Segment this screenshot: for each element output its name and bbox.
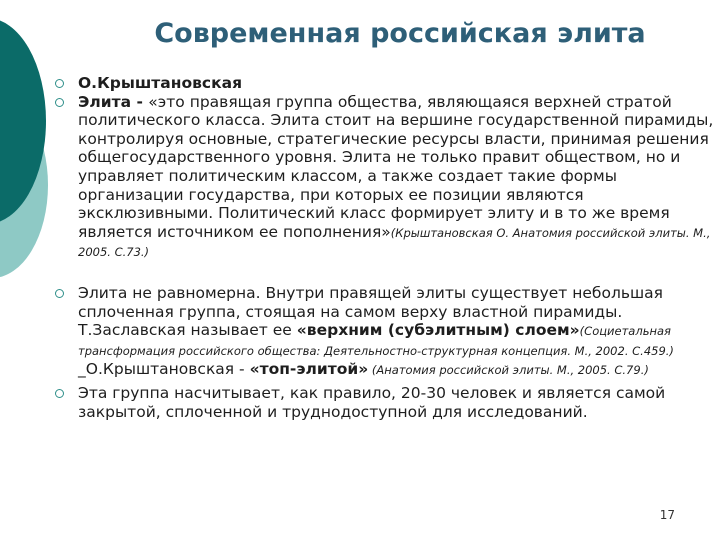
term-dash: -	[131, 92, 149, 111]
spacer	[50, 262, 718, 284]
bullet-item-subelite	[50, 284, 718, 380]
group-size-text: Эта группа насчитывает, как правило, 20-30 человек и является самой закрытой, сплоченной и труднодоступной для исследований.	[78, 383, 666, 421]
hollow-circle-icon	[55, 389, 64, 398]
term-elite: Элита	[78, 92, 132, 111]
definition-citation: (Крыштановская О. Анатомия российской элиты. М., 2005. С.73.)	[78, 225, 711, 260]
slide-title: Современная российская элита	[154, 18, 646, 49]
hollow-circle-icon	[55, 98, 64, 107]
author-name: О.Крыштановская	[78, 74, 243, 92]
hollow-circle-icon	[55, 289, 64, 298]
bullet-item-author	[50, 74, 718, 93]
bullet-item-definition	[50, 93, 718, 262]
subelite-citation: (Социетальная трансформация российского общества: Деятельностно-структурная концепция. М., 2002. С.459.)	[78, 324, 674, 358]
subelite-term: «верхним (субэлитным) слоем»	[296, 321, 580, 340]
top-elite-term: «топ-элитой»	[249, 360, 369, 379]
top-elite-author: _О.Крыштановская -	[78, 360, 250, 379]
subelite-text: Элита не равномерна. Внутри правящей элиты существует небольшая сплоченная группа, стоящая на самом верху властной пирамиды. Т.Заславская называет ее	[78, 283, 663, 340]
top-elite-citation: (Анатомия российской элиты. М., 2005. С.79.)	[368, 363, 649, 378]
definition-text: «это правящая группа общества, являющаяся верхней стратой политического класса. Элита стоит на вершине государственной пирамиды, контролируя основные, стратегические ресурсы власти, принимая решения общегосударственного уровня. Элита не только правит обществом, но и управляет политическим классом, а также создает такие формы организации государства, при которых ее позиции являются эксклюзивными. Политический класс формирует элиту и в то же время является источником ее пополнения»	[78, 92, 714, 241]
bullet-item-group-size	[50, 384, 718, 421]
bullet-list	[50, 74, 718, 421]
hollow-circle-icon	[55, 79, 64, 88]
page-number: 17	[659, 508, 675, 522]
